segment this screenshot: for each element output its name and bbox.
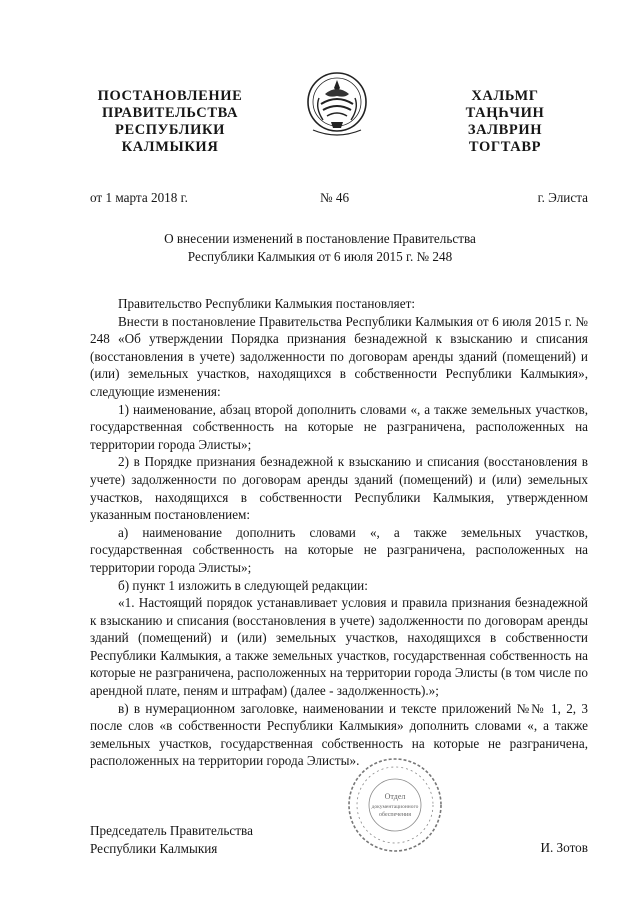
stamp-line: обеспечения bbox=[378, 812, 412, 818]
paragraph-item-2: 2) в Порядке признания безнадежной к взысканию и списания (восстановления в учете) задолженности по договорам аренды зданий (помещений) и (или) земельных участков, находящихся в собственности Республики Калмыкия, утвержденном указанным постановлением: bbox=[90, 454, 588, 523]
header-left-line: ПРАВИТЕЛЬСТВА bbox=[101, 105, 239, 121]
official-stamp bbox=[340, 755, 450, 855]
title-line: О внесении изменений в постановление Правительства bbox=[164, 231, 476, 246]
stamp-line: Отдел bbox=[384, 792, 406, 801]
header-right-line: ТОГТАВР bbox=[468, 139, 542, 155]
signer-position-line: Республики Калмыкия bbox=[90, 841, 218, 856]
document-number: № 46 bbox=[320, 190, 350, 205]
document-body bbox=[90, 295, 588, 770]
paragraph-item-1: 1) наименование, абзац второй дополнить словами «, а также земельных участков, государственная собственность на которые не разграничена, расположенных на территории города Элисты»; bbox=[90, 401, 588, 452]
stamp-line: документационного bbox=[371, 804, 419, 810]
paragraph-preamble: Правительство Республики Калмыкия постановляет: bbox=[118, 296, 416, 311]
header-right-line: ТАҢҺЧИН bbox=[465, 105, 545, 121]
header-right-kalmyk bbox=[435, 88, 575, 156]
paragraph-main: Внести в постановление Правительства Республики Калмыкия от 6 июля 2015 г. № 248 «Об утверждении Порядка признания безнадежной к взысканию и списания (восстановления в учете) задолженности по договорам аренды зданий (помещений) и (или) земельных участков, находящихся в собственности Республики Калмыкия», следующие изменения: bbox=[90, 313, 588, 399]
document-city: г. Элиста bbox=[537, 190, 588, 205]
paragraph-item-2a: а) наименование дополнить словами «, а также земельных участков, государственная собственность на которые не разграничена, расположенных на территории города Элисты»; bbox=[90, 524, 588, 575]
title-line: Республики Калмыкия от 6 июля 2015 г. № 248 bbox=[187, 249, 453, 264]
header-left-line: ПОСТАНОВЛЕНИЕ bbox=[97, 88, 243, 104]
paragraph-quote-1: «1. Настоящий порядок устанавливает условия и правила признания безнадежной к взысканию и списания (восстановления в учете) задолженности по договорам аренды зданий (помещений) и (или) земельных участков, находящихся в собственности Республики Калмыкия, а также земельных участков, государственная собственность на которые не разграничена, расположенных на территории города Элисты (в том числе по арендной плате, пеням и штрафам) (далее - задолженность).»; bbox=[90, 595, 588, 699]
document-date: от 1 марта 2018 г. bbox=[90, 190, 188, 205]
signer-position-line: Председатель Правительства bbox=[90, 823, 253, 838]
header-left-line: КАЛМЫКИЯ bbox=[121, 139, 219, 155]
header-right-line: ХАЛЬМГ bbox=[471, 88, 539, 104]
paragraph-item-2b: б) пункт 1 изложить в следующей редакции: bbox=[118, 577, 368, 593]
signer-name: И. Зотов bbox=[540, 840, 588, 855]
paragraph-item-2c: в) в нумерационном заголовке, наименовании и тексте приложений №№ 1, 2, 3 после слов «в собственности Республики Калмыкия» дополнить словами «, а также земельных участков, государственная собственность на которые не разграничена, расположенных на территории города Элисты». bbox=[90, 700, 588, 769]
header-left-russian bbox=[70, 88, 270, 156]
document-title bbox=[100, 230, 540, 266]
coat-of-arms-emblem bbox=[305, 68, 369, 138]
header-left-line: РЕСПУБЛИКИ bbox=[114, 122, 226, 138]
header-right-line: ЗАЛВРИН bbox=[467, 122, 543, 138]
signer-position bbox=[90, 822, 253, 858]
